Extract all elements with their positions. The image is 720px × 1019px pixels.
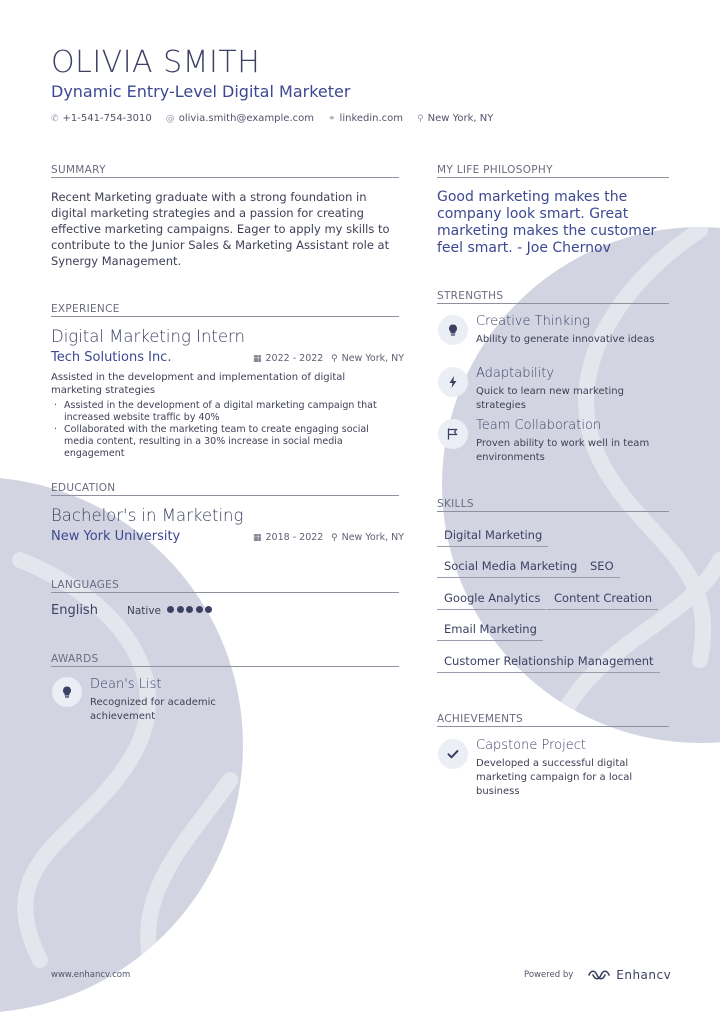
skill-tag: Digital Marketing — [437, 528, 548, 547]
contact-email-text: olivia.smith@example.com — [178, 113, 314, 124]
job-bullet: · Collaborated with the marketing team to create engaging social media content, resulting in a 30% increase in social media engagement — [51, 424, 396, 460]
contact-location — [417, 112, 493, 126]
achievement-description: Developed a successful digital marketing campaign for a local business — [476, 758, 633, 797]
philosophy-quote: Good marketing makes the company look smart. Great marketing makes the customer feel smart. - Joe Chernov — [437, 189, 657, 256]
candidate-name: OLIVIA SMITH — [51, 45, 261, 80]
skills-heading: SKILLS — [437, 498, 474, 510]
summary-heading: SUMMARY — [51, 164, 106, 176]
awards-heading: AWARDS — [51, 653, 99, 665]
education-divider — [51, 495, 399, 496]
skill-tag: Social Media Marketing — [437, 559, 583, 578]
contact-phone-text: +1-541-754-3010 — [62, 113, 152, 124]
achievement-icon-badge — [438, 739, 468, 769]
skill-tag: Google Analytics — [437, 591, 546, 610]
proficiency-dot — [186, 606, 193, 613]
at-icon: @ — [165, 114, 175, 124]
strength-description: Ability to generate innovative ideas — [476, 334, 655, 345]
contact-phone[interactable] — [51, 112, 152, 126]
skill-tag: Email Marketing — [437, 622, 543, 641]
education-location-text: New York, NY — [341, 532, 405, 543]
candidate-headline: Dynamic Entry-Level Digital Marketer — [51, 82, 351, 101]
philosophy-heading: MY LIFE PHILOSOPHY — [437, 164, 553, 176]
contact-bar — [51, 112, 507, 126]
contact-linkedin-text: linkedin.com — [339, 113, 404, 124]
job-location-text: New York, NY — [341, 353, 405, 364]
strength-icon-badge — [438, 367, 468, 397]
job-description: Assisted in the development and implementation of digital marketing strategies — [51, 372, 346, 396]
skill-tag: Customer Relationship Management — [437, 654, 660, 673]
proficiency-dot — [177, 606, 184, 613]
job-bullet: · Assisted in the development of a digital marketing campaign that increased website traffic by 40% — [51, 400, 396, 424]
job-title: Digital Marketing Intern — [51, 327, 245, 346]
footer-branding — [524, 968, 671, 982]
achievements-divider — [437, 726, 669, 727]
strength-description: Quick to learn new marketing strategies — [476, 386, 624, 411]
proficiency-dot — [205, 606, 212, 613]
degree-title: Bachelor's in Marketing — [51, 506, 244, 525]
language-level: Native — [127, 605, 161, 617]
strengths-divider — [437, 303, 669, 304]
language-proficiency-dots — [167, 606, 215, 613]
education-location — [331, 532, 404, 544]
location-icon: ⚲ — [417, 114, 424, 124]
check-icon — [446, 747, 460, 761]
bolt-icon — [447, 375, 459, 389]
lightbulb-icon — [446, 323, 460, 337]
company-name: Tech Solutions Inc. — [51, 350, 172, 365]
contact-email[interactable] — [166, 112, 314, 126]
phone-icon: ✆ — [51, 114, 59, 124]
achievements-heading: ACHIEVEMENTS — [437, 713, 524, 725]
school-name: New York University — [51, 529, 181, 544]
flag-icon — [446, 427, 460, 441]
award-icon-badge — [52, 677, 82, 707]
languages-divider — [51, 592, 399, 593]
link-icon: ⚭ — [328, 114, 336, 124]
proficiency-dot — [167, 606, 174, 613]
languages-heading: LANGUAGES — [51, 579, 120, 591]
enhancv-logo-icon — [587, 969, 611, 981]
calendar-icon: ▦ — [253, 354, 262, 364]
strength-title: Team Collaboration — [476, 418, 602, 433]
education-dates — [253, 532, 323, 544]
experience-divider — [51, 316, 399, 317]
skills-divider — [437, 511, 669, 512]
summary-divider — [51, 177, 399, 178]
lightbulb-icon — [60, 685, 74, 699]
brand-name: Enhancv — [616, 968, 672, 982]
strength-title: Adaptability — [476, 366, 555, 381]
experience-heading: EXPERIENCE — [51, 303, 120, 315]
education-heading: EDUCATION — [51, 482, 116, 494]
job-dates — [253, 353, 323, 365]
location-icon: ⚲ — [331, 354, 338, 364]
achievement-title: Capstone Project — [476, 738, 586, 753]
skill-tag: SEO — [583, 559, 620, 578]
proficiency-dot — [196, 606, 203, 613]
strengths-heading: STRENGTHS — [437, 290, 504, 302]
award-title: Dean's List — [90, 677, 162, 692]
job-bullets — [51, 400, 396, 460]
strength-description: Proven ability to work well in team environments — [476, 438, 650, 463]
brand-logo[interactable] — [587, 968, 671, 982]
language-name: English — [51, 603, 98, 618]
location-icon: ⚲ — [331, 533, 338, 543]
summary-text: Recent Marketing graduate with a strong foundation in digital marketing strategies and a passion for creating effective marketing campaigns. Eager to apply my skills to contribute to the Junior Sales & Marketing Assistant role at Synergy Management. — [51, 190, 390, 268]
skill-tag: Content Creation — [547, 591, 658, 610]
education-dates-text: 2018 - 2022 — [265, 532, 324, 543]
job-dates-text: 2022 - 2022 — [265, 353, 324, 364]
footer-website[interactable]: www.enhancv.com — [51, 970, 131, 980]
awards-divider — [51, 666, 399, 667]
contact-location-text: New York, NY — [427, 113, 494, 124]
contact-linkedin[interactable] — [328, 112, 403, 126]
strength-icon-badge — [438, 315, 468, 345]
calendar-icon: ▦ — [253, 533, 262, 543]
strength-title: Creative Thinking — [476, 314, 590, 329]
strength-icon-badge — [438, 419, 468, 449]
job-location — [331, 353, 404, 365]
award-description: Recognized for academic achievement — [90, 697, 216, 722]
philosophy-divider — [437, 177, 669, 178]
powered-by-label: Powered by — [524, 970, 574, 980]
